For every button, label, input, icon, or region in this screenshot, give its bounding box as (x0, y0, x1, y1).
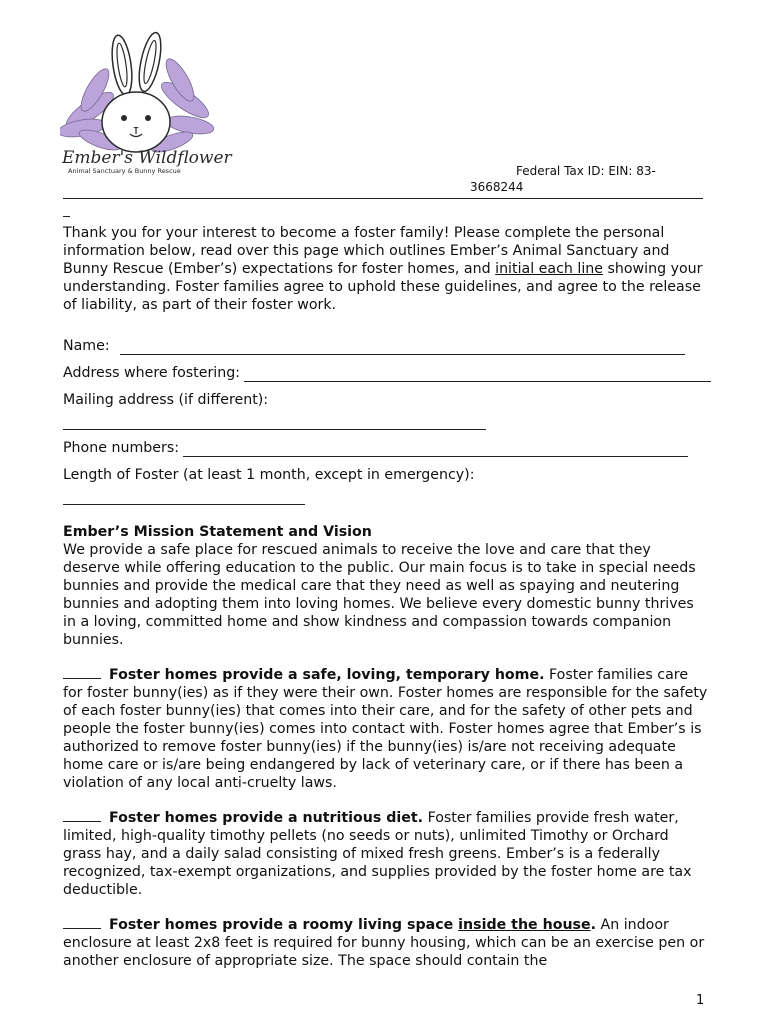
length-label: Length of Foster (at least 1 month, except in emergency): (63, 467, 475, 483)
logo-name: Ember's Wildflower (62, 148, 232, 168)
address-field[interactable] (63, 355, 711, 382)
logo-tagline: Animal Sanctuary & Bunny Rescue (68, 167, 181, 175)
item-heading: Foster homes provide a safe, loving, temporary home. (109, 667, 545, 683)
header-divider (63, 198, 703, 199)
length-input-line[interactable] (63, 490, 305, 505)
length-field (63, 457, 711, 484)
initial-blank[interactable] (63, 665, 101, 679)
tax-id-line2: 3668244 (470, 180, 524, 194)
name-label: Name: (63, 338, 110, 354)
header-divider-tail (63, 216, 70, 217)
phone-input-line[interactable] (183, 442, 688, 457)
item-text: An indoor enclosure at least 2x8 feet is required for bunny housing, which can be an exercise pen or another enclosure of appropriate size. The space should contain the (63, 917, 705, 969)
item-heading: Foster homes provide a roomy living space (109, 917, 459, 933)
name-field[interactable] (63, 328, 711, 355)
item-text: Foster families provide fresh water, limited, high-quality timothy pellets (no seeds or nuts), unlimited Timothy or Orchard grass hay, and a daily salad consisting of mixed fresh greens. Ember’s is a federally recognized, tax-exempt organizations, and supplies provided by the foster home are tax deductible. (63, 810, 692, 898)
tax-id (470, 163, 656, 195)
item-heading-end: . (590, 917, 597, 933)
item-safe-home (63, 665, 711, 792)
mission-body: We provide a safe place for rescued animals to receive the love and care that they deserve while offering education to the public. Our main focus is to take in special needs bunnies and provide the medical care that they need as well as spaying and neutering bunnies and adopting them into loving homes. We believe every domestic bunny thrives in a loving, committed home and show kindness and compassion towards companion bunnies. (63, 542, 696, 648)
address-label: Address where fostering: (63, 365, 241, 381)
mailing-input-line[interactable] (63, 415, 486, 430)
item-heading-underlined: inside the house (458, 917, 591, 933)
item-text: Foster families care for foster bunny(ies) as if they were their own. Foster homes are responsible for the safety of each foster bunny(ies) that comes into their care, and for the safety of other pets and people the foster bunny(ies) comes into contact with. Foster homes agree that Ember’s is authorized to remove foster bunny(ies) if the bunny(ies) is/are not receiving adequate home care or is/are being endangered by lack of veterinary care, or if there has been a violation of any local anti-cruelty laws. (63, 667, 708, 791)
intro-underlined: initial each line (495, 261, 603, 277)
intro-paragraph (63, 224, 711, 314)
tax-id-line1: Federal Tax ID: EIN: 83- (516, 164, 656, 178)
mailing-label: Mailing address (if different): (63, 392, 269, 408)
document-body (63, 224, 711, 970)
phone-field[interactable] (63, 430, 711, 457)
mission-section (63, 523, 711, 649)
item-living-space (63, 915, 711, 970)
mailing-field (63, 382, 711, 409)
address-input-line[interactable] (244, 367, 711, 382)
name-input-line[interactable] (120, 340, 685, 355)
intro-text-2: showing your understanding. Foster families agree to uphold these guidelines, and agree to the release of liability, as part of their foster work. (63, 261, 703, 313)
item-heading: Foster homes provide a nutritious diet. (109, 810, 424, 826)
item-diet (63, 808, 711, 899)
page-number: 1 (696, 993, 705, 1008)
initial-blank[interactable] (63, 808, 101, 822)
phone-label: Phone numbers: (63, 440, 180, 456)
initial-blank[interactable] (63, 915, 101, 929)
logo (60, 30, 232, 180)
intro-text-1: Thank you for your interest to become a foster family! Please complete the personal information below, read over this page which outlines Ember’s Animal Sanctuary and Bunny Rescue (Ember’s) expectations for foster homes, and (63, 225, 670, 277)
mission-heading: Ember’s Mission Statement and Vision (63, 524, 372, 540)
